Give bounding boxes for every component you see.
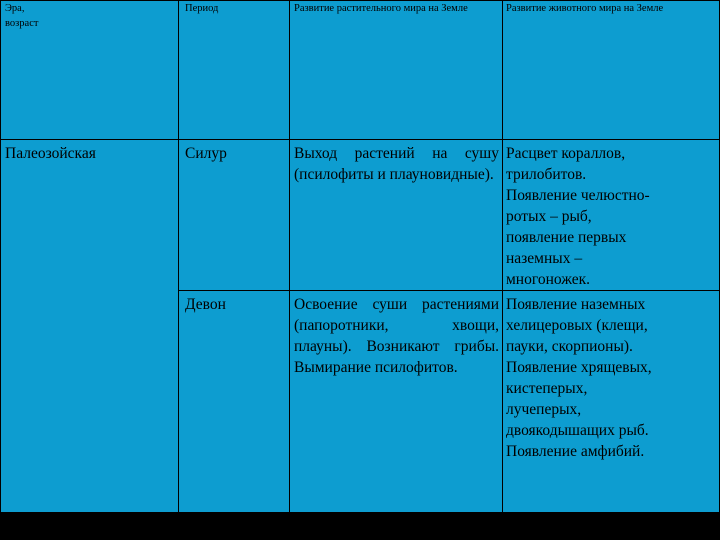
plants-cell [290,140,503,291]
header-period-label: Период [185,3,219,14]
header-period [179,1,290,140]
era-label: Палеозойская [5,145,96,162]
header-plants-label: Развитие растительного мира на Земле [294,3,468,14]
animals-text: Расцвет кораллов, трилобитов. Появление челюстно- ротых – рыб, появление первых наземных – многоножек. [506,145,650,288]
animals-cell [503,140,720,291]
period-cell [179,140,290,291]
period-label: Девон [185,296,226,313]
animals-text: Появление наземных хелицеровых (клещи, пауки, скорпионы). Появление хрящевых, кистеперых, лучеперых, двоякодышащих рыб. Появление амфибий. [506,296,652,460]
period-label: Силур [185,145,227,162]
period-cell [179,291,290,513]
header-era [1,1,179,140]
header-row [1,1,720,140]
header-plants [290,1,503,140]
era-cell [1,140,179,513]
header-era-label: Эра, возраст [5,3,39,29]
table-row [1,140,720,291]
plants-text: Освоение суши растениями (папоротники, хвощи, плауны). Возникают грибы. Вымирание псилофитов. [294,296,499,376]
header-animals-label: Развитие животного мира на Земле [506,3,664,14]
animals-cell [503,291,720,513]
plants-text: Выход растений на сушу (псилофиты и плауновидные). [294,145,499,183]
plants-cell [290,291,503,513]
header-animals [503,1,720,140]
